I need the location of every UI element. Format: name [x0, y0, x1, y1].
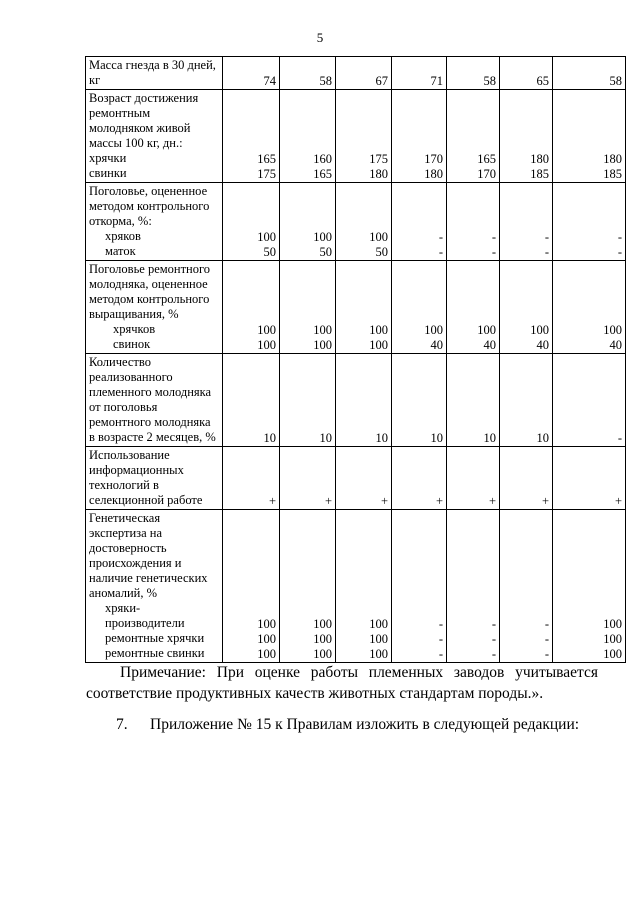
cell-value: 100 — [257, 647, 276, 661]
cell-value: 40 — [430, 338, 443, 352]
value-cell — [280, 90, 336, 183]
cell-value: + — [488, 494, 496, 508]
cell-value: - — [491, 230, 496, 244]
cell-value: - — [544, 647, 549, 661]
value-cell — [280, 354, 336, 447]
value-cell — [500, 510, 553, 663]
label-line: откорма, %: — [89, 214, 152, 228]
cell-value: 100 — [369, 323, 388, 337]
cell-value: 100 — [369, 230, 388, 244]
cell-value: 100 — [257, 230, 276, 244]
cell-value: 100 — [313, 647, 332, 661]
label-line: Поголовье ремонтного — [89, 262, 211, 276]
row-label — [86, 57, 223, 90]
value-cell — [223, 57, 280, 90]
label-line: Генетическая — [89, 511, 161, 525]
value-cell — [447, 447, 500, 510]
value-cell — [223, 90, 280, 183]
cell-value: 100 — [603, 632, 622, 646]
value-cell — [280, 510, 336, 663]
cell-value: 100 — [369, 647, 388, 661]
label-line: от поголовья — [89, 400, 158, 414]
cell-value: 175 — [369, 152, 388, 166]
cell-value: 180 — [424, 167, 443, 181]
cell-value: 100 — [530, 323, 549, 337]
value-cell — [336, 183, 392, 261]
cell-value: - — [617, 245, 622, 259]
cell-value: 100 — [257, 338, 276, 352]
item-7-text: Приложение № 15 к Правилам изложить в следующей редакции: — [150, 716, 580, 733]
cell-value: + — [324, 494, 332, 508]
value-cell — [553, 90, 626, 183]
cell-value: 10 — [536, 431, 549, 445]
label-line: Количество — [89, 355, 151, 369]
cell-value: - — [617, 431, 622, 445]
label-line: экспертиза на — [89, 526, 162, 540]
label-line: Масса гнезда в 30 дней, — [89, 58, 216, 72]
cell-value: 160 — [313, 152, 332, 166]
cell-value: 71 — [430, 74, 443, 88]
cell-value: 170 — [424, 152, 443, 166]
cell-value: + — [435, 494, 443, 508]
label-line: достоверность — [89, 541, 167, 555]
value-cell — [447, 510, 500, 663]
value-cell — [500, 354, 553, 447]
cell-value: - — [438, 647, 443, 661]
cell-value: - — [491, 632, 496, 646]
label-line: реализованного — [89, 370, 173, 384]
table-row — [86, 354, 626, 447]
item-7-number: 7. — [116, 716, 128, 733]
table-row — [86, 510, 626, 663]
cell-value: 50 — [375, 245, 388, 259]
label-line: Использование — [89, 448, 170, 462]
value-cell — [553, 57, 626, 90]
label-line: технологий в — [89, 478, 159, 492]
label-line: ремонтным — [89, 106, 151, 120]
cell-value: - — [544, 632, 549, 646]
cell-value: 170 — [477, 167, 496, 181]
cell-value: 10 — [483, 431, 496, 445]
cell-value: 10 — [375, 431, 388, 445]
label-line: наличие генетических — [89, 571, 208, 585]
cell-value: + — [614, 494, 622, 508]
table-body — [86, 57, 626, 663]
cell-value: - — [544, 617, 549, 631]
cell-value: 100 — [369, 632, 388, 646]
value-cell — [447, 261, 500, 354]
label-line: Возраст достижения — [89, 91, 199, 105]
cell-value: 58 — [483, 74, 496, 88]
cell-value: 100 — [369, 338, 388, 352]
value-cell — [336, 57, 392, 90]
row-label — [86, 354, 223, 447]
table-row — [86, 183, 626, 261]
value-cell — [392, 90, 447, 183]
cell-value: 50 — [319, 245, 332, 259]
value-cell — [223, 354, 280, 447]
value-cell — [553, 183, 626, 261]
label-line: ремонтные свинки — [105, 646, 205, 660]
cell-value: 100 — [369, 617, 388, 631]
cell-value: 180 — [603, 152, 622, 166]
value-cell — [447, 183, 500, 261]
cell-value: 74 — [263, 74, 276, 88]
cell-value: 180 — [369, 167, 388, 181]
label-line: хрячки — [89, 151, 127, 165]
label-line: молодняком живой — [89, 121, 191, 135]
cell-value: 10 — [319, 431, 332, 445]
cell-value: 100 — [424, 323, 443, 337]
cell-value: 100 — [257, 617, 276, 631]
row-label — [86, 510, 223, 663]
label-line: селекционной работе — [89, 493, 203, 507]
value-cell — [500, 90, 553, 183]
table-row — [86, 57, 626, 90]
value-cell — [336, 447, 392, 510]
cell-value: 185 — [530, 167, 549, 181]
cell-value: 100 — [257, 323, 276, 337]
label-line: свинок — [113, 337, 151, 351]
cell-value: 165 — [257, 152, 276, 166]
breeding-indicators-table — [85, 56, 626, 663]
label-line: хрячков — [113, 322, 156, 336]
label-line: свинки — [89, 166, 127, 180]
cell-value: 100 — [313, 230, 332, 244]
cell-value: - — [491, 647, 496, 661]
cell-value: 65 — [536, 74, 549, 88]
value-cell — [280, 183, 336, 261]
value-cell — [223, 447, 280, 510]
cell-value: 100 — [603, 647, 622, 661]
value-cell — [553, 261, 626, 354]
label-line: методом контрольного — [89, 292, 210, 306]
cell-value: - — [438, 617, 443, 631]
cell-value: 58 — [319, 74, 332, 88]
value-cell — [336, 510, 392, 663]
cell-value: + — [541, 494, 549, 508]
value-cell — [392, 510, 447, 663]
cell-value: 100 — [603, 323, 622, 337]
value-cell — [392, 57, 447, 90]
row-label — [86, 447, 223, 510]
cell-value: 100 — [313, 338, 332, 352]
cell-value: 185 — [603, 167, 622, 181]
value-cell — [447, 354, 500, 447]
row-label — [86, 261, 223, 354]
value-cell — [223, 510, 280, 663]
value-cell — [223, 183, 280, 261]
cell-value: 100 — [313, 323, 332, 337]
label-line: методом контрольного — [89, 199, 210, 213]
cell-value: 10 — [430, 431, 443, 445]
value-cell — [223, 261, 280, 354]
cell-value: + — [380, 494, 388, 508]
cell-value: - — [617, 230, 622, 244]
cell-value: - — [544, 230, 549, 244]
label-line: Поголовье, оцененное — [89, 184, 208, 198]
value-cell — [336, 261, 392, 354]
value-cell — [336, 354, 392, 447]
label-line: аномалий, % — [89, 586, 158, 600]
value-cell — [280, 447, 336, 510]
value-cell — [500, 183, 553, 261]
cell-value: - — [544, 245, 549, 259]
value-cell — [392, 261, 447, 354]
table-row — [86, 90, 626, 183]
cell-value: - — [438, 230, 443, 244]
cell-value: 100 — [603, 617, 622, 631]
label-line: молодняка, оцененное — [89, 277, 208, 291]
cell-value: 58 — [609, 74, 622, 88]
cell-value: 40 — [483, 338, 496, 352]
value-cell — [336, 90, 392, 183]
cell-value: 50 — [263, 245, 276, 259]
value-cell — [553, 447, 626, 510]
table-row — [86, 447, 626, 510]
label-line: племенного молодняка — [89, 385, 212, 399]
cell-value: - — [491, 245, 496, 259]
item-7-paragraph — [116, 716, 579, 734]
cell-value: 40 — [536, 338, 549, 352]
cell-value: - — [491, 617, 496, 631]
value-cell — [553, 354, 626, 447]
cell-value: 175 — [257, 167, 276, 181]
value-cell — [280, 261, 336, 354]
cell-value: 40 — [609, 338, 622, 352]
cell-value: 100 — [313, 632, 332, 646]
label-line: массы 100 кг, дн.: — [89, 136, 183, 150]
cell-value: - — [438, 245, 443, 259]
value-cell — [280, 57, 336, 90]
cell-value: 67 — [375, 74, 388, 88]
page-number: 5 — [316, 30, 324, 45]
cell-value: - — [438, 632, 443, 646]
cell-value: 165 — [313, 167, 332, 181]
cell-value: 100 — [477, 323, 496, 337]
label-line: выращивания, % — [89, 307, 179, 321]
value-cell — [500, 57, 553, 90]
label-line: хряков — [105, 229, 141, 243]
row-label — [86, 183, 223, 261]
label-line: производители — [105, 616, 185, 630]
cell-value: 180 — [530, 152, 549, 166]
cell-value: + — [268, 494, 276, 508]
label-line: кг — [89, 73, 101, 87]
value-cell — [500, 447, 553, 510]
value-cell — [392, 447, 447, 510]
note-paragraph: Примечание: При оценке работы племенных заводов учитывается соответствие продуктивных качеств животных стандартам породы.». — [86, 664, 598, 702]
cell-value: 100 — [257, 632, 276, 646]
value-cell — [500, 261, 553, 354]
cell-value: 165 — [477, 152, 496, 166]
table-row — [86, 261, 626, 354]
label-line: хряки- — [105, 601, 141, 615]
label-line: ремонтного молодняка — [89, 415, 211, 429]
label-line: ремонтные хрячки — [105, 631, 205, 645]
value-cell — [392, 183, 447, 261]
row-label — [86, 90, 223, 183]
label-line: информационных — [89, 463, 184, 477]
label-line: происхождения и — [89, 556, 182, 570]
label-line: маток — [105, 244, 136, 258]
cell-value: 10 — [263, 431, 276, 445]
value-cell — [553, 510, 626, 663]
cell-value: 100 — [313, 617, 332, 631]
label-line: в возрасте 2 месяцев, % — [89, 430, 216, 444]
value-cell — [447, 90, 500, 183]
value-cell — [392, 354, 447, 447]
value-cell — [447, 57, 500, 90]
